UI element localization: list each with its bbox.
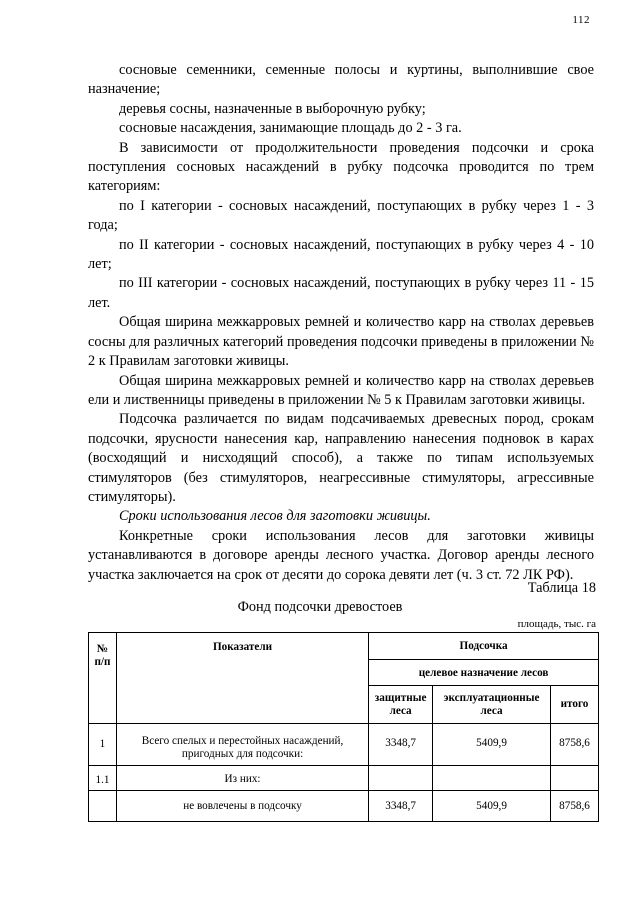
data-table bbox=[88, 632, 599, 822]
row-num: 1 bbox=[89, 724, 117, 766]
table-units: площадь, тыс. га bbox=[517, 618, 596, 630]
paragraph: по I категории - сосновых насаждений, поступающих в рубку через 1 - 3 года; bbox=[88, 197, 594, 234]
header-exploitation: эксплуатационные леса bbox=[433, 686, 551, 724]
paragraph: сосновые семенники, семенные полосы и куртины, выполнившие свое назначение; bbox=[88, 62, 594, 98]
header-protective: защитные леса bbox=[369, 686, 433, 724]
row-indicator: Всего спелых и перестойных насаждений, пригодных для подсочки: bbox=[116, 724, 368, 766]
table-row bbox=[89, 724, 599, 766]
paragraph: сосновые насаждения, занимающие площадь до 2 - 3 га. bbox=[119, 120, 462, 137]
paragraph: Общая ширина межкарровых ремней и количество карр на стволах деревьев ели и лиственницы приведены в приложении № 5 к Правилам заготовки живицы. bbox=[88, 372, 594, 408]
row-num bbox=[89, 791, 117, 822]
header-subgroup: целевое назначение лесов bbox=[369, 660, 599, 686]
header-total: итого bbox=[551, 686, 599, 724]
row-num: 1.1 bbox=[89, 766, 117, 791]
table-header-row bbox=[89, 633, 599, 660]
row-total: 8758,6 bbox=[551, 791, 599, 822]
table-label: Таблица 18 bbox=[527, 580, 596, 596]
row-total bbox=[551, 766, 599, 791]
row-indicator: не вовлечены в подсочку bbox=[116, 791, 368, 822]
row-protective bbox=[369, 766, 433, 791]
paragraph: по II категории - сосновых насаждений, поступающих в рубку через 4 - 10 лет; bbox=[88, 236, 594, 273]
body-text bbox=[88, 61, 594, 585]
table-row bbox=[89, 766, 599, 791]
paragraph: Общая ширина межкарровых ремней и количество карр на стволах деревьев сосны для различных категорий проведения подсочки приведены в приложении № 2 к Правилам заготовки живицы. bbox=[88, 314, 594, 370]
paragraph: по III категории - сосновых насаждений, поступающих в рубку через 11 - 15 лет. bbox=[88, 275, 594, 311]
paragraph: деревья сосны, назначенные в выборочную рубку; bbox=[119, 100, 426, 117]
table-row bbox=[89, 791, 599, 822]
paragraph: Конкретные сроки использования лесов для заготовки живицы устанавливаются в договоре аренды лесного участка. Договор аренды лесного участка заключается на срок от десяти до сорока девяти лет (ч. 3 ст. 72 ЛК РФ). bbox=[88, 527, 594, 583]
row-total: 8758,6 bbox=[551, 724, 599, 766]
paragraph: В зависимости от продолжительности проведения подсочки и срока поступления сосновых насаждений в рубку подсочка проводится по трем категориям: bbox=[88, 139, 594, 195]
header-group: Подсочка bbox=[369, 633, 599, 660]
section-heading: Сроки использования лесов для заготовки живицы. bbox=[119, 508, 431, 525]
row-exploitation: 5409,9 bbox=[433, 791, 551, 822]
header-indicators: Показатели bbox=[116, 633, 368, 724]
header-num: № п/п bbox=[89, 633, 117, 724]
row-exploitation bbox=[433, 766, 551, 791]
paragraph: Подсочка различается по видам подсачиваемых древесных пород, срокам подсочки, ярусности нанесения кар, направлению нанесения подновок в карах (восходящий и нисходящий способ), а также по типам используемых стимуляторов (без стимуляторов, неагрессивные стимуляторы, агрессивные стимуляторы). bbox=[88, 411, 594, 505]
page-number: 112 bbox=[572, 14, 590, 26]
table-title: Фонд подсочки древостоев bbox=[237, 599, 403, 615]
row-protective: 3348,7 bbox=[369, 724, 433, 766]
row-exploitation: 5409,9 bbox=[433, 724, 551, 766]
row-protective: 3348,7 bbox=[369, 791, 433, 822]
row-indicator: Из них: bbox=[116, 766, 368, 791]
